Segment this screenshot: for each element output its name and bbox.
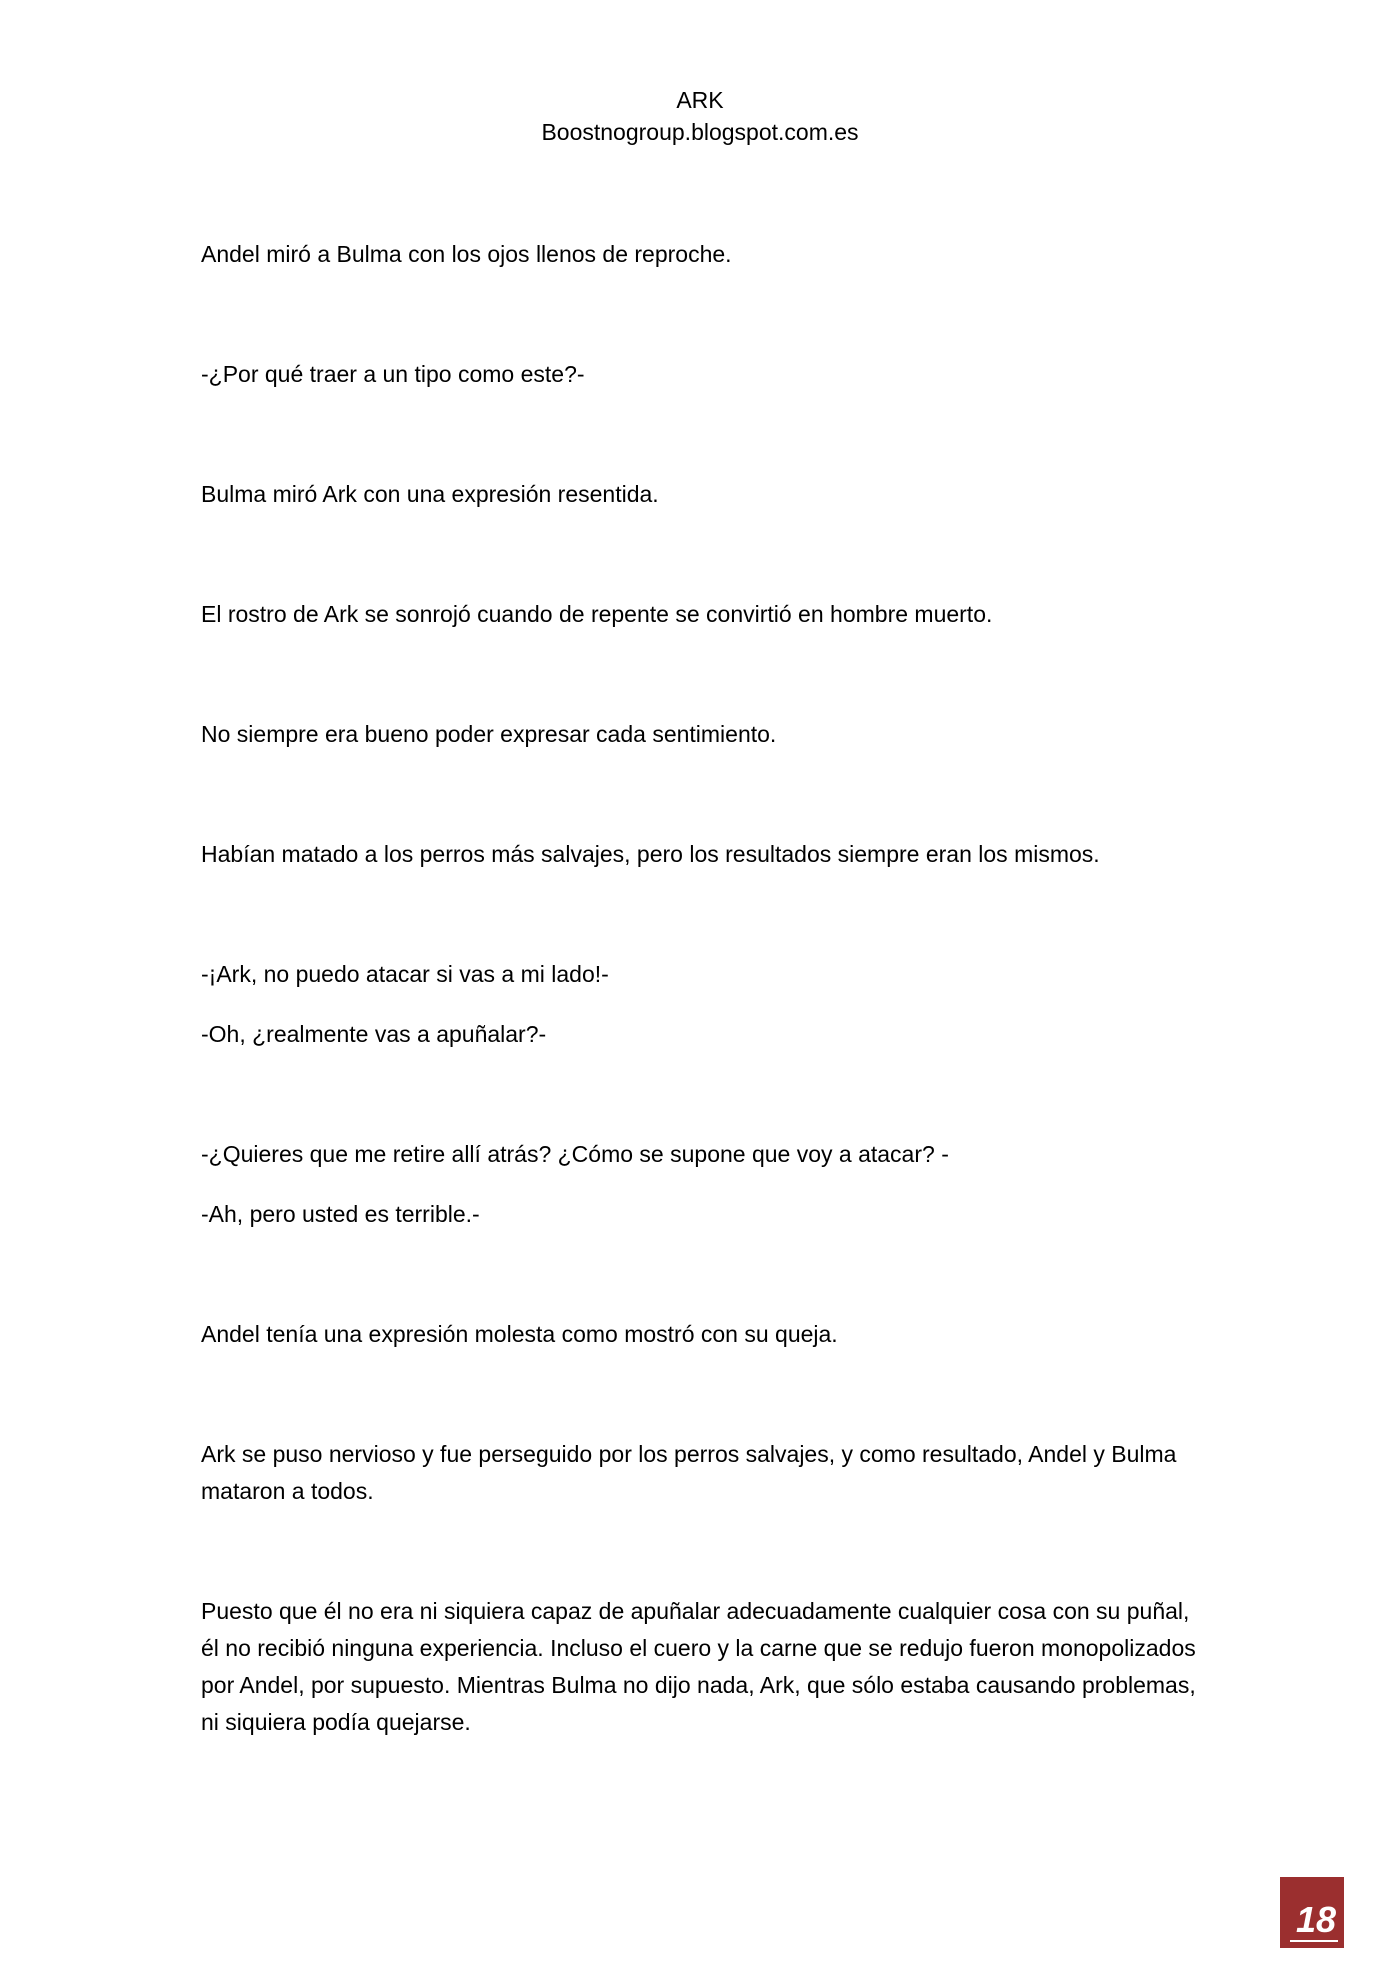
paragraph: Andel tenía una expresión molesta como mostró con su queja.: [201, 1321, 838, 1347]
paragraph: -¿Quieres que me retire allí atrás? ¿Cómo se supone que voy a atacar? -: [201, 1141, 949, 1167]
paragraph: -Ah, pero usted es terrible.-: [201, 1201, 480, 1227]
page-number-underline: [1290, 1940, 1338, 1942]
paragraph: -Oh, ¿realmente vas a apuñalar?-: [201, 1021, 547, 1047]
page-header: [0, 84, 1400, 148]
paragraph: -¿Por qué traer a un tipo como este?-: [201, 361, 585, 387]
paragraph: El rostro de Ark se sonrojó cuando de repente se convirtió en hombre muerto.: [201, 601, 993, 627]
book-title: ARK: [676, 87, 724, 113]
paragraph: Andel miró a Bulma con los ojos llenos de reproche.: [201, 241, 732, 267]
paragraph: Bulma miró Ark con una expresión resentida.: [201, 481, 659, 507]
paragraph: Habían matado a los perros más salvajes, pero los resultados siempre eran los mismos.: [201, 841, 1100, 867]
paragraph: -¡Ark, no puedo atacar si vas a mi lado!-: [201, 961, 609, 987]
paragraph: Puesto que él no era ni siquiera capaz de apuñalar adecuadamente cualquier cosa con su puñal, él no recibió ninguna experiencia. Incluso el cuero y la carne que se redujo fueron monopolizados por Andel, por supuesto. Mientras Bulma no dijo nada, Ark, que sólo estaba causando problemas, ni siquiera podía quejarse.: [201, 1598, 1196, 1735]
page-number-badge: [1280, 1877, 1344, 1948]
paragraph: Ark se puso nervioso y fue perseguido por los perros salvajes, y como resultado, Andel y Bulma mataron a todos.: [201, 1441, 1177, 1504]
paragraph: No siempre era bueno poder expresar cada sentimiento.: [201, 721, 777, 747]
page-number: 18: [1295, 1899, 1336, 1940]
site-url: Boostnogroup.blogspot.com.es: [541, 119, 859, 145]
